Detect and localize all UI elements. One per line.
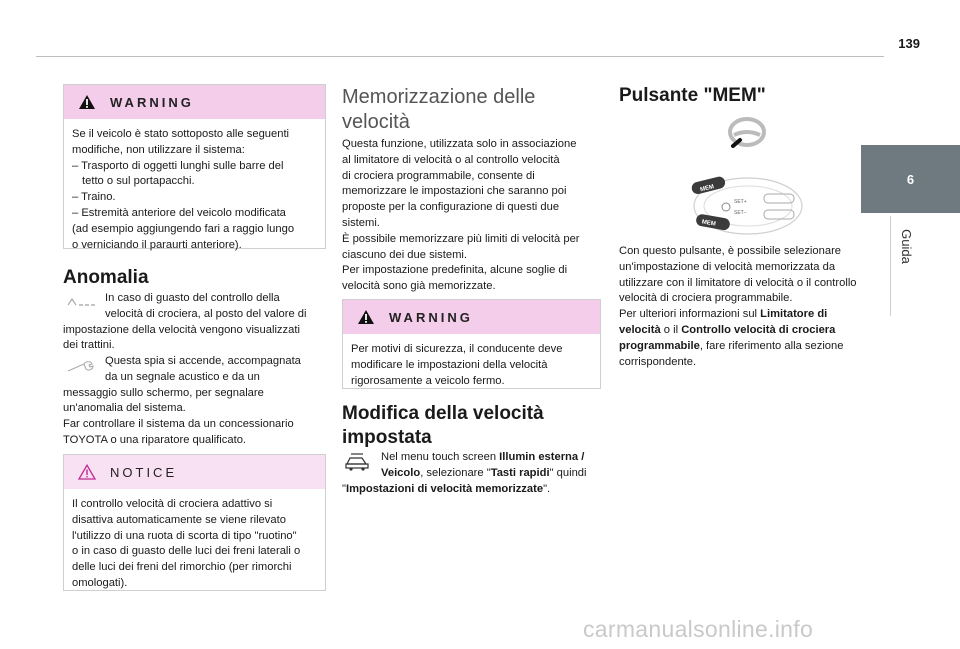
text-line: In caso di guasto del controllo della xyxy=(105,292,280,304)
text-line: rigorosamente a veicolo fermo. xyxy=(351,374,505,387)
text-line: Far controllare il sistema da un concessionario xyxy=(63,418,294,431)
chapter-tab[interactable] xyxy=(861,145,960,213)
steering-wheel-icon xyxy=(726,115,768,153)
text-line: ciascuno dei due sistemi. xyxy=(342,248,467,261)
memorizzazione-heading xyxy=(342,85,601,135)
set-minus-label: SET− xyxy=(734,210,747,216)
text-line: TOYOTA o una riparatore qualificato. xyxy=(63,433,247,446)
text-line: – Estremità anteriore del veicolo modificata xyxy=(72,206,286,219)
text-line: – Traino. xyxy=(72,191,116,204)
text-run: " quindi xyxy=(549,466,587,479)
mem-label-bottom: MEM xyxy=(701,219,717,228)
mem-label-top: MEM xyxy=(699,184,715,194)
heading-line: impostata xyxy=(342,427,432,448)
warning-title: WARNING xyxy=(389,309,473,325)
text-run: " xyxy=(342,482,346,495)
top-divider xyxy=(36,56,884,57)
notice-triangle-icon xyxy=(78,464,96,480)
text-line: modifiche, non utilizzare il sistema: xyxy=(72,143,245,156)
text-line: al limitatore di velocità o al controllo velocità xyxy=(342,153,560,166)
text-line: velocità di crociera, al posto del valore di xyxy=(105,307,307,320)
set-plus-label: SET+ xyxy=(734,199,747,205)
text-line: Questa spia si accende, accompagnata xyxy=(105,355,301,367)
pulsante-mem-heading: Pulsante "MEM" xyxy=(619,85,766,106)
text-run: , fare riferimento alla sezione xyxy=(699,339,844,352)
side-divider xyxy=(890,216,891,316)
modifica-heading xyxy=(342,402,601,450)
text-line: delle luci dei freni del rimorchio (per rimorchi xyxy=(72,561,292,574)
text-line: Con questo pulsante, è possibile selezionare xyxy=(619,245,842,257)
notice-header xyxy=(64,455,325,489)
text-line: da un segnale acustico e da un xyxy=(105,370,260,383)
warning-text xyxy=(64,119,325,261)
chapter-label xyxy=(893,216,919,276)
text-run: , selezionare " xyxy=(420,466,491,479)
setting-bold: Impostazioni di velocità memorizzate xyxy=(345,482,544,495)
text-line: utilizzare con il limitatore di velocità o il controllo xyxy=(619,276,857,289)
warning-header xyxy=(64,85,325,119)
heading-line: velocità xyxy=(342,111,410,133)
modifica-paragraph xyxy=(342,450,601,497)
text-line: tetto o sul portapacchi. xyxy=(82,175,195,188)
text-line: Per motivi di sicurezza, il conducente deve xyxy=(351,343,563,355)
text-line: proposte per la configurazione di questi due xyxy=(342,201,560,214)
pulsante-mem-paragraph xyxy=(619,244,879,370)
warning-triangle-icon xyxy=(78,94,96,110)
chapter-number: 6 xyxy=(906,171,915,187)
heading-line: Memorizzazione delle xyxy=(342,86,536,108)
reference-bold: Controllo velocità di crociera xyxy=(681,323,836,336)
warning-box-system xyxy=(63,84,326,249)
anomalia-paragraph-1 xyxy=(63,291,326,354)
text-run: Nel menu touch screen xyxy=(381,451,500,463)
text-run: Per ulteriori informazioni sul xyxy=(619,308,761,321)
heading-line: Modifica della velocità xyxy=(342,403,544,424)
text-line: dei trattini. xyxy=(63,339,115,352)
text-line: disattiva automaticamente se viene rilevato xyxy=(72,513,286,526)
text-line: È possibile memorizzare più limiti di velocità per xyxy=(342,232,580,245)
text-line: o verniciando il paraurti anteriore). xyxy=(72,238,242,251)
text-line: corrispondente. xyxy=(619,355,697,368)
anomalia-heading: Anomalia xyxy=(63,267,149,288)
text-line xyxy=(342,450,601,466)
text-line: Il controllo velocità di crociera adattivo si xyxy=(72,498,273,510)
text-line: di crociera programmabile, consente di xyxy=(342,169,535,182)
text-line xyxy=(619,339,879,355)
reference-bold: programmabile xyxy=(619,339,700,352)
warning-title: WARNING xyxy=(110,94,194,110)
text-line: Se il veicolo è stato sottoposto alle seguenti xyxy=(72,128,290,140)
text-line: o in caso di guasto delle luci dei freni laterali o xyxy=(72,545,301,558)
text-run: ". xyxy=(543,482,551,495)
text-line: un'impostazione di velocità memorizzata da xyxy=(619,260,836,273)
shortcut-bold: Tasti rapidi xyxy=(490,466,550,479)
text-line: (ad esempio aggiungendo fari a raggio lungo xyxy=(72,222,295,235)
menu-path-bold: Veicolo xyxy=(381,466,421,479)
text-run: o il xyxy=(660,323,682,336)
text-line: velocità di crociera programmabile. xyxy=(619,292,793,305)
reference-bold: Limitatore di xyxy=(760,308,828,321)
text-line: modificare le impostazioni della velocità xyxy=(351,358,548,371)
warning-text xyxy=(343,334,600,397)
text-line: omologati). xyxy=(72,576,128,589)
text-line: messaggio sullo schermo, per segnalare xyxy=(63,386,264,399)
notice-text xyxy=(64,489,325,600)
text-line xyxy=(342,466,601,482)
memorizzazione-paragraph xyxy=(342,137,601,295)
text-line: memorizzare le impostazioni che saranno poi xyxy=(342,185,567,198)
watermark: carmanualsonline.info xyxy=(583,616,814,642)
warning-header xyxy=(343,300,600,334)
anomalia-paragraph-2 xyxy=(63,354,326,449)
text-line: Per impostazione predefinita, alcune soglie di xyxy=(342,264,568,277)
text-line xyxy=(619,307,879,323)
text-line: – Trasporto di oggetti lunghi sulle barre del xyxy=(72,159,284,172)
text-line: Questa funzione, utilizzata solo in associazione xyxy=(342,138,577,150)
warning-box-speed xyxy=(342,299,601,389)
page-number: 139 xyxy=(898,36,920,51)
notice-title: NOTICE xyxy=(110,464,178,480)
menu-path-bold: Illumin esterna / xyxy=(499,451,585,463)
text-line xyxy=(619,323,879,339)
text-line: sistemi. xyxy=(342,216,380,229)
text-line xyxy=(342,482,601,498)
reference-bold: velocità xyxy=(619,323,661,336)
warning-triangle-icon xyxy=(357,309,375,325)
cruise-control-stalk-illustration xyxy=(686,170,806,238)
text-line: l'utilizzo di una ruota di scorta di tipo "ruotino" xyxy=(72,529,297,542)
notice-box xyxy=(63,454,326,591)
text-line: un'anomalia del sistema. xyxy=(63,402,186,415)
text-line: impostazione della velocità vengono visualizzati xyxy=(63,323,300,336)
chapter-label-text: Guida xyxy=(898,228,914,264)
text-line: velocità sono già memorizzate. xyxy=(342,280,496,293)
